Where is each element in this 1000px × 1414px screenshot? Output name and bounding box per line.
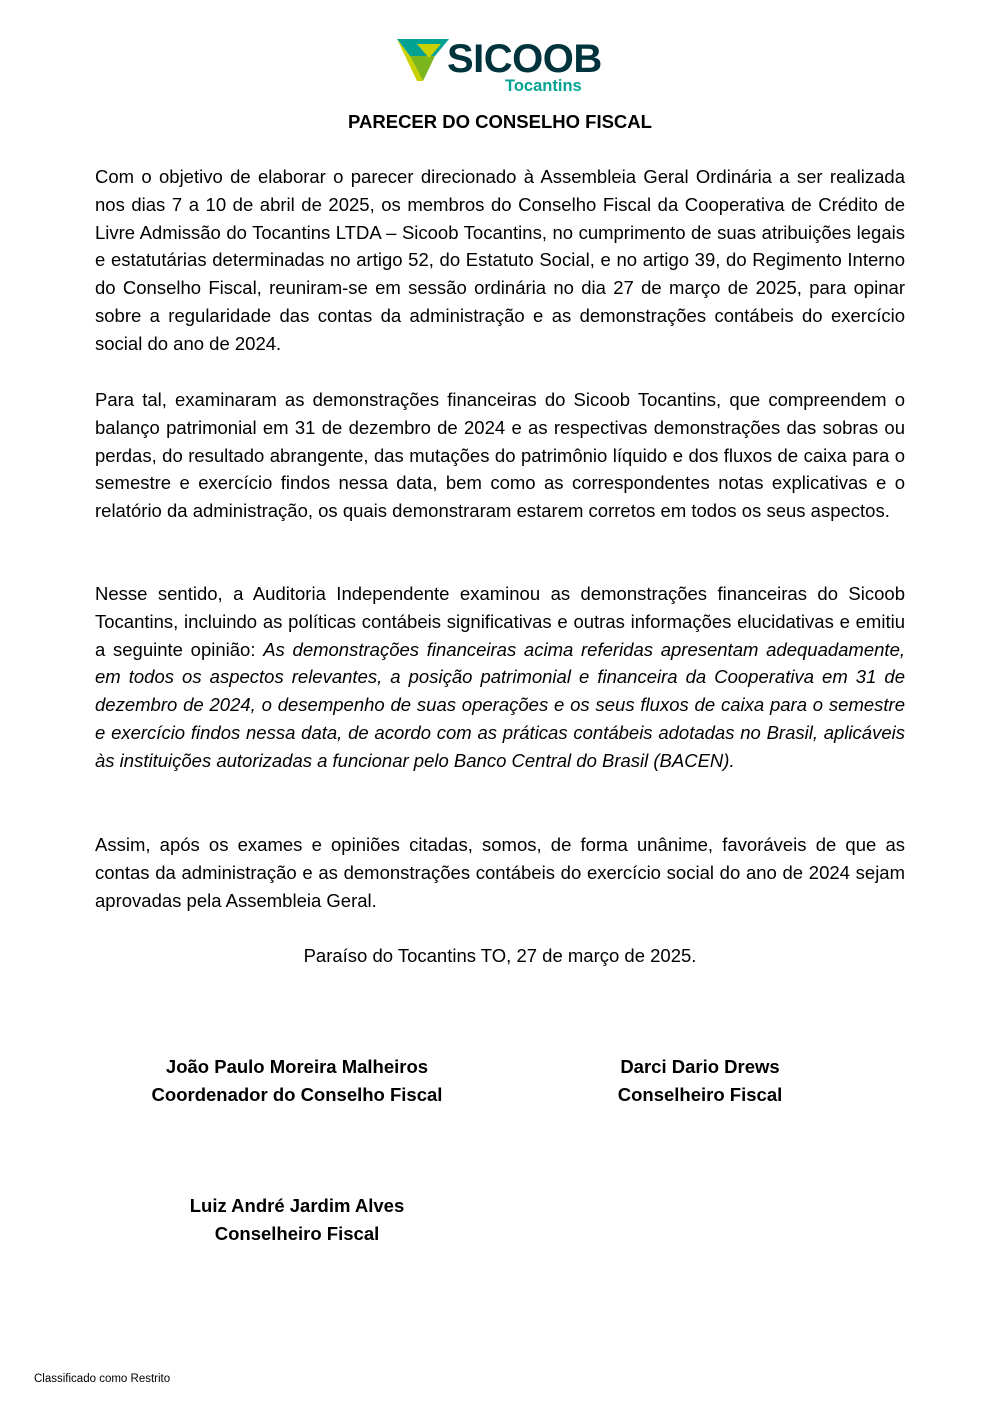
- signatory-name: Luiz André Jardim Alves: [189, 1195, 405, 1216]
- paragraph-1: Com o objetivo de elaborar o parecer direcionado à Assembleia Geral Ordinária a ser realizada nos dias 7 a 10 de abril de 2025, os membros do Conselho Fiscal da Cooperativa de Crédito de Livre Admissão do Tocantins LTDA – Sicoob Tocantins, no cumprimento de suas atribuições legais e estatutárias determinadas no artigo 52, do Estatuto Social, e no artigo 39, do Regimento Interno do Conselho Fiscal, reuniram-se em sessão ordinária no dia 27 de março de 2025, para opinar sobre a regularidade das contas da administração e as demonstrações contábeis do exercício social do ano de 2024.: [95, 166, 905, 354]
- signatory-name: Darci Dario Drews: [620, 1056, 780, 1077]
- place-and-date: Paraíso do Tocantins TO, 27 de março de 2025.: [303, 945, 697, 966]
- signatory-name: João Paulo Moreira Malheiros: [165, 1056, 429, 1077]
- paragraph-2: Para tal, examinaram as demonstrações financeiras do Sicoob Tocantins, que compreendem o balanço patrimonial em 31 de dezembro de 2024 e as respectivas demonstrações das sobras ou perdas, do resultado abrangente, das mutações do patrimônio líquido e dos fluxos de caixa para o semestre e exercício findos nessa data, bem como as correspondentes notas explicativas e o relatório da administração, os quais demonstraram estarem corretos em todos os seus aspectos.: [95, 389, 905, 522]
- classification-label: Classificado como Restrito: [34, 1373, 171, 1385]
- signatory-role: Coordenador do Conselho Fiscal: [151, 1084, 443, 1105]
- brand-name: SICOOB: [447, 37, 602, 81]
- brand-region: Tocantins: [505, 77, 582, 95]
- signature-block-councilor-2: [97, 1192, 497, 1248]
- signatory-role: Conselheiro Fiscal: [617, 1084, 783, 1105]
- paragraph-3: [95, 580, 905, 775]
- document-title: PARECER DO CONSELHO FISCAL: [348, 111, 652, 132]
- sicoob-logo: [397, 38, 607, 94]
- paragraph-3-intro: Nesse sentido, a Auditoria Independente examinou as demonstrações financeiras do Sicoob Tocantins, incluindo as políticas contábeis significativas e outras informações elucidativas e emitiu a seguinte opinião:: [95, 583, 905, 660]
- auditor-opinion-quote: As demonstrações financeiras acima referidas apresentam adequadamente, em todos os aspectos relevantes, a posição patrimonial e financeira da Cooperativa em 31 de dezembro de 2024, o desempenho de suas operações e os seus fluxos de caixa para o semestre e exercício findos nessa data, de acordo com as práticas contábeis adotadas no Brasil, aplicáveis às instituições autorizadas a funcionar pelo Banco Central do Brasil (BACEN).: [95, 638, 905, 771]
- signature-block-coordinator: [97, 1053, 497, 1109]
- signatory-role: Conselheiro Fiscal: [214, 1223, 380, 1244]
- signature-block-councilor-1: [500, 1053, 900, 1109]
- paragraph-4: Assim, após os exames e opiniões citadas, somos, de forma unânime, favoráveis de que as contas da administração e as demonstrações contábeis do exercício social do ano de 2024 sejam aprovadas pela Assembleia Geral.: [95, 834, 905, 911]
- sicoob-logo-mark-icon: [397, 38, 449, 82]
